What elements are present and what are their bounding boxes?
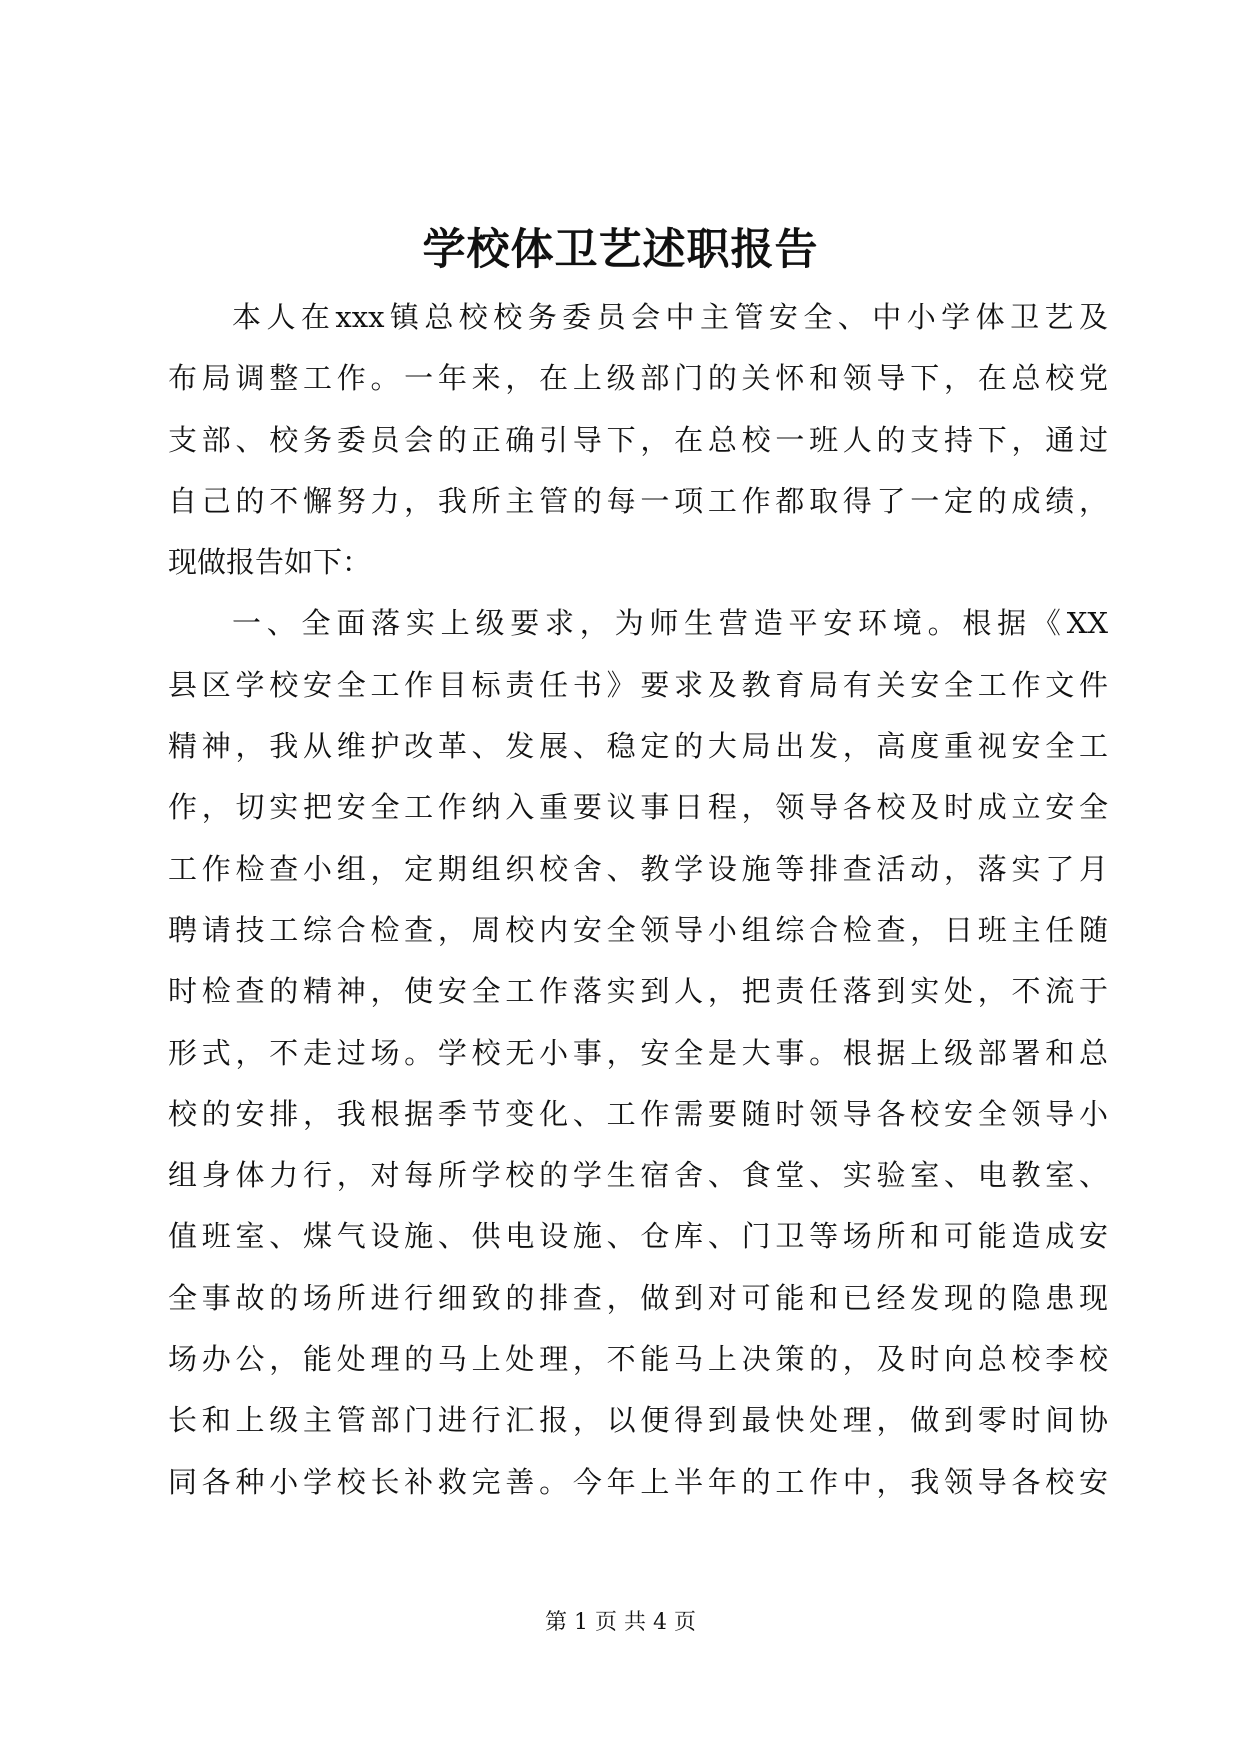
text-line-5: 现做报告如下： <box>168 545 372 580</box>
text-line-8: 精神，我从维护改革、发展、稳定的大局出发，高度重视安全工 <box>168 729 1108 764</box>
text-line-17: 全事故的场所进行细致的排查，做到对可能和已经发现的隐患现 <box>168 1280 1108 1315</box>
text-line-10: 工作检查小组，定期组织校舍、教学设施等排查活动，落实了月 <box>168 851 1108 886</box>
text-line-12: 时检查的精神，使安全工作落实到人，把责任落到实处，不流于 <box>168 974 1108 1009</box>
document-body <box>168 287 1108 1513</box>
page-number: 第 1 页 共 4 页 <box>545 1610 696 1635</box>
document-title: 学校体卫艺述职报告 <box>422 225 819 275</box>
text-line-13: 形式，不走过场。学校无小事，安全是大事。根据上级部署和总 <box>168 1035 1108 1070</box>
text-line-1: 本人在xxx镇总校校务委员会中主管安全、中小学体卫艺及 <box>232 300 1108 334</box>
text-line-2: 布局调整工作。一年来，在上级部门的关怀和领导下，在总校党 <box>168 361 1108 396</box>
text-line-9: 作，切实把安全工作纳入重要议事日程，领导各校及时成立安全 <box>168 790 1108 825</box>
text-line-20: 同各种小学校长补救完善。今年上半年的工作中，我领导各校安 <box>168 1464 1108 1499</box>
text-line-7: 县区学校安全工作目标责任书》要求及教育局有关安全工作文件 <box>168 667 1108 702</box>
text-line-4: 自己的不懈努力，我所主管的每一项工作都取得了一定的成绩， <box>168 483 1108 518</box>
text-line-11: 聘请技工综合检查，周校内安全领导小组综合检查，日班主任随 <box>168 912 1108 947</box>
text-line-3: 支部、校务委员会的正确引导下，在总校一班人的支持下，通过 <box>168 422 1108 457</box>
text-line-14: 校的安排，我根据季节变化、工作需要随时领导各校安全领导小 <box>168 1096 1108 1131</box>
text-line-19: 长和上级主管部门进行汇报，以便得到最快处理，做到零时间协 <box>168 1403 1108 1438</box>
text-line-18: 场办公，能处理的马上处理，不能马上决策的，及时向总校李校 <box>168 1342 1108 1377</box>
text-line-6: 一、全面落实上级要求，为师生营造平安环境。根据《XX <box>232 606 1108 641</box>
text-line-15: 组身体力行，对每所学校的学生宿舍、食堂、实验室、电教室、 <box>168 1158 1108 1193</box>
text-line-16: 值班室、煤气设施、供电设施、仓库、门卫等场所和可能造成安 <box>168 1219 1108 1254</box>
